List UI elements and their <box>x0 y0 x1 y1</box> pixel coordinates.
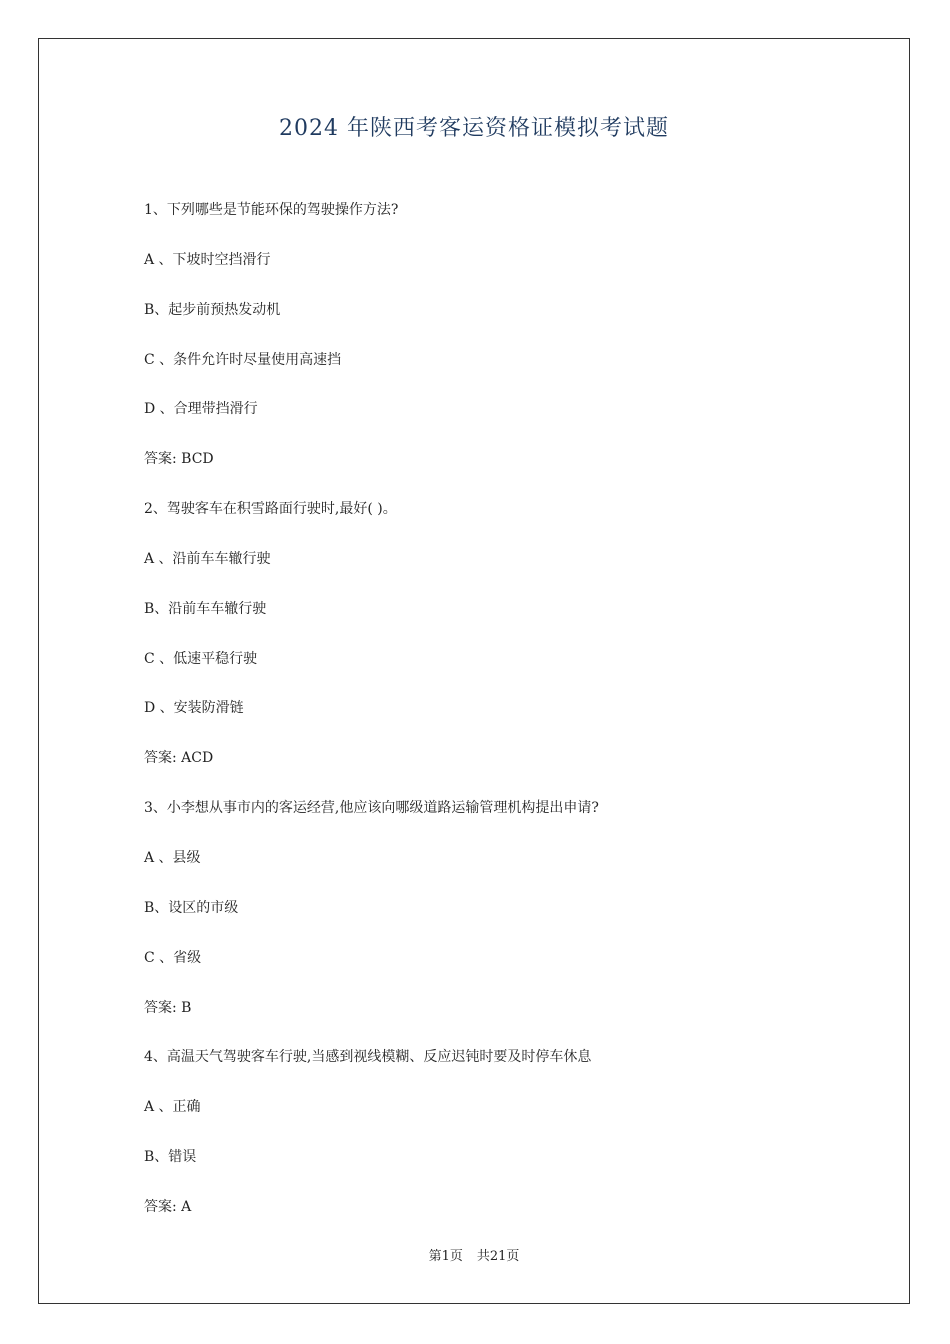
page-footer <box>38 1248 910 1266</box>
question-1-option-d: D 、合理带挡滑行 <box>144 401 258 418</box>
question-2-answer: 答案: ACD <box>144 750 214 767</box>
question-4-option-a: A 、正确 <box>144 1099 201 1116</box>
page-total: 共21页 <box>476 1249 520 1264</box>
question-3-option-b: B、设区的市级 <box>144 899 239 916</box>
question-list <box>144 200 864 1247</box>
question-1-answer: 答案: BCD <box>144 451 214 468</box>
document-title: 2024 年陕西考客运资格证模拟考试题 <box>279 116 669 141</box>
question-1-option-b: B、起步前预热发动机 <box>144 301 281 318</box>
question-3-option-c: C 、省级 <box>144 949 202 966</box>
page-number: 第1页 <box>428 1249 463 1264</box>
question-2-option-a: A 、沿前车车辙行驶 <box>144 550 271 567</box>
question-1-text: 1、下列哪些是节能环保的驾驶操作方法? <box>144 202 399 218</box>
question-3-answer: 答案: B <box>144 999 192 1016</box>
question-4-text: 4、高温天气驾驶客车行驶,当感到视线模糊、反应迟钝时要及时停车休息 <box>144 1049 592 1066</box>
question-1-option-c: C 、条件允许时尽量使用高速挡 <box>144 351 342 368</box>
question-2-option-c: C 、低速平稳行驶 <box>144 650 258 667</box>
question-4-answer: 答案: A <box>144 1198 192 1215</box>
question-4-option-b: B、错误 <box>144 1149 197 1166</box>
question-1-option-a: A 、下坡时空挡滑行 <box>144 251 271 268</box>
question-2-option-b: B、沿前车车辙行驶 <box>144 600 267 617</box>
question-2-text: 2、驾驶客车在积雪路面行驶时,最好( )。 <box>144 501 397 518</box>
question-3-option-a: A 、县级 <box>144 849 201 866</box>
question-3-text: 3、小李想从事市内的客运经营,他应该向哪级道路运输管理机构提出申请? <box>144 800 599 817</box>
question-2-option-d: D 、安装防滑链 <box>144 700 244 717</box>
